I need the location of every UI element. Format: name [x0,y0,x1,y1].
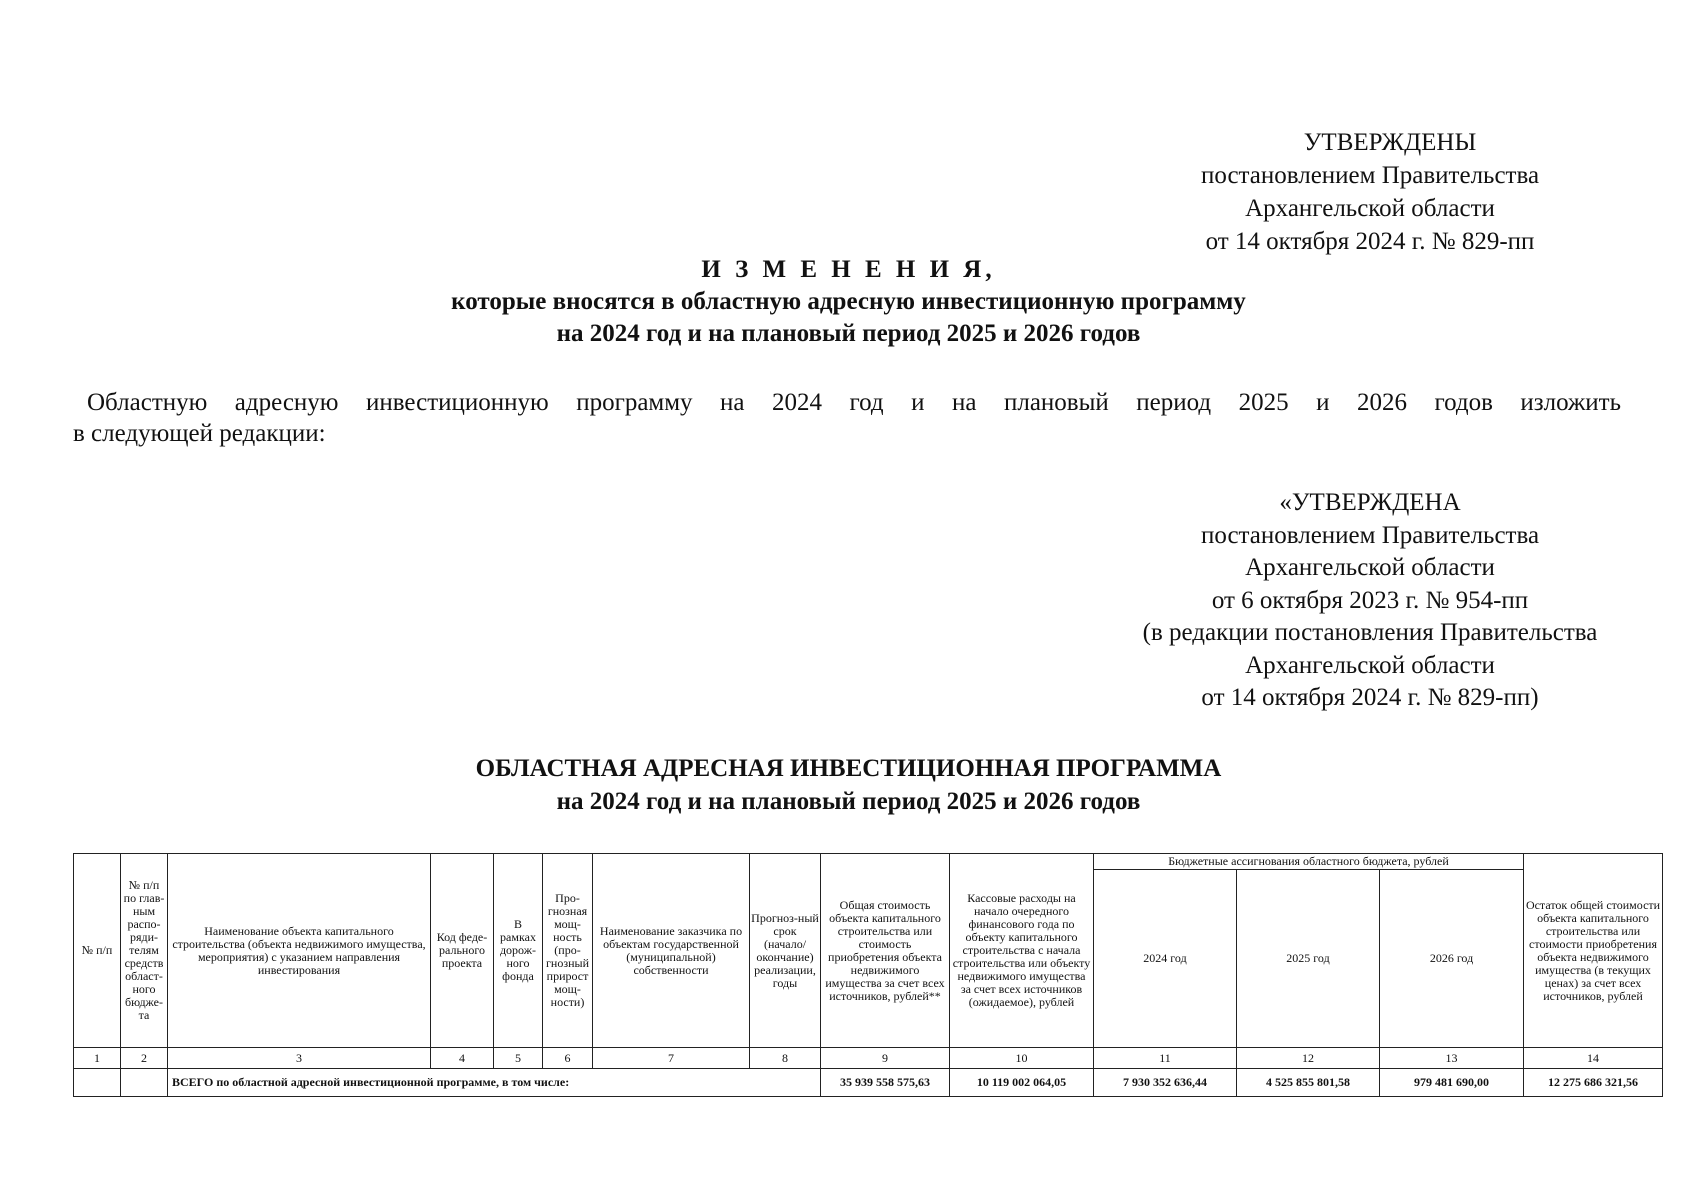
approval-line: постановлением Правительства [1200,162,1540,189]
remainder-cell: 12 275 686 321,56 [1524,1069,1663,1097]
approval-line: Архангельской области [1245,554,1495,581]
column-number: 2 [121,1048,168,1069]
header-col-7: Наименование заказчика по объектам государственной (муниципальной) собственности [593,854,750,1048]
header-col-14: Остаток общей стоимости объекта капитального строительства или стоимости приобретения объекта недвижимого имущества (в текущих ценах) за счет всех источников, рублей [1524,854,1663,1048]
column-number: 12 [1237,1048,1380,1069]
cash-expenses-cell: 10 119 002 064,05 [950,1069,1094,1097]
total-cost-cell: 35 939 558 575,63 [821,1069,950,1097]
intro-line: в следующей редакции: [73,420,326,447]
column-number: 5 [494,1048,543,1069]
approval-date-line: от 14 октября 2024 г. № 829-пп) [1201,684,1539,711]
approval-date-line: от 6 октября 2023 г. № 954-пп [1211,586,1529,614]
intro-line: Областную адресную инвестиционную программу на 2024 год и на плановый период 2025 и 2026 годов изложить [87,389,1621,416]
header-budget-group: Бюджетные ассигнования областного бюджета, рублей [1094,854,1524,870]
column-number: 9 [821,1048,950,1069]
budget-2025-cell: 4 525 855 801,58 [1237,1069,1380,1097]
total-label: ВСЕГО по областной адресной инвестиционной программе, в том числе: [168,1069,821,1097]
approval-line: (в редакции постановления Правительства [1142,619,1598,646]
header-col-12: 2025 год [1237,870,1380,1048]
column-number: 1 [74,1048,121,1069]
budget-2026-cell: 979 481 690,00 [1380,1069,1524,1097]
changes-subheading: которые вносятся в областную адресную инвестиционную программу [451,288,1246,315]
column-number: 4 [431,1048,494,1069]
budget-2024-cell: 7 930 352 636,44 [1094,1069,1237,1097]
approval-date-line: от 14 октября 2024 г. № 829-пп [1205,228,1535,255]
column-number: 6 [543,1048,593,1069]
empty-cell [74,1069,121,1097]
empty-cell [121,1069,168,1097]
approval-line: Архангельской области [1245,195,1495,222]
column-number-row [74,1048,1663,1069]
header-col-4: Код феде-рального проекта [431,854,494,1048]
program-title [0,752,1697,818]
column-number: 7 [593,1048,750,1069]
column-number: 14 [1524,1048,1663,1069]
column-number: 13 [1380,1048,1524,1069]
header-col-8: Прогноз-ный срок (начало/ окончание) реализации, годы [750,854,821,1048]
column-number: 11 [1094,1048,1237,1069]
header-col-3: Наименование объекта капитального строительства (объекта недвижимого имущества, мероприятия) с указанием направления инвестирования [168,854,431,1048]
header-col-6: Про-гнозная мощ-ность (про-гнозный прирост мощ-ности) [543,854,593,1048]
approval-stamp-program [1100,487,1640,715]
changes-title [0,254,1697,350]
program-table [73,853,1663,1097]
column-number: 8 [750,1048,821,1069]
column-number: 3 [168,1048,431,1069]
changes-subheading: на 2024 год и на плановый период 2025 и 2026 годов [556,320,1141,347]
header-col-13: 2026 год [1380,870,1524,1048]
changes-heading: И З М Е Н Е Н И Я, [701,256,996,283]
program-heading: ОБЛАСТНАЯ АДРЕСНАЯ ИНВЕСТИЦИОННАЯ ПРОГРАММА [475,755,1222,782]
header-col-11: 2024 год [1094,870,1237,1048]
total-row [74,1069,1663,1097]
header-col-1: № п/п [74,854,121,1048]
approval-line: постановлением Правительства [1200,521,1540,549]
header-col-9: Общая стоимость объекта капитального строительства или стоимость приобретения объекта недвижимого имущества за счет всех источников, рублей** [821,854,950,1048]
approval-heading: «УТВЕРЖДЕНА [1279,489,1461,516]
header-col-5: В рамках дорож-ного фонда [494,854,543,1048]
approval-stamp-top [1200,126,1540,258]
header-col-2: № п/п по глав-ным распо-ряди-телям средств област-ного бюдже-та [121,854,168,1048]
approval-heading: УТВЕРЖДЕНЫ [1303,129,1477,156]
program-subheading: на 2024 год и на плановый период 2025 и 2026 годов [556,788,1141,815]
intro-paragraph [73,387,1621,449]
header-col-10: Кассовые расходы на начало очередного финансового года по объекту капитального строительства с начала строительства или объекту недвижимого имущества за счет всех источников (ожидаемое), рублей [950,854,1094,1048]
column-number: 10 [950,1048,1094,1069]
approval-line: Архангельской области [1245,651,1495,679]
